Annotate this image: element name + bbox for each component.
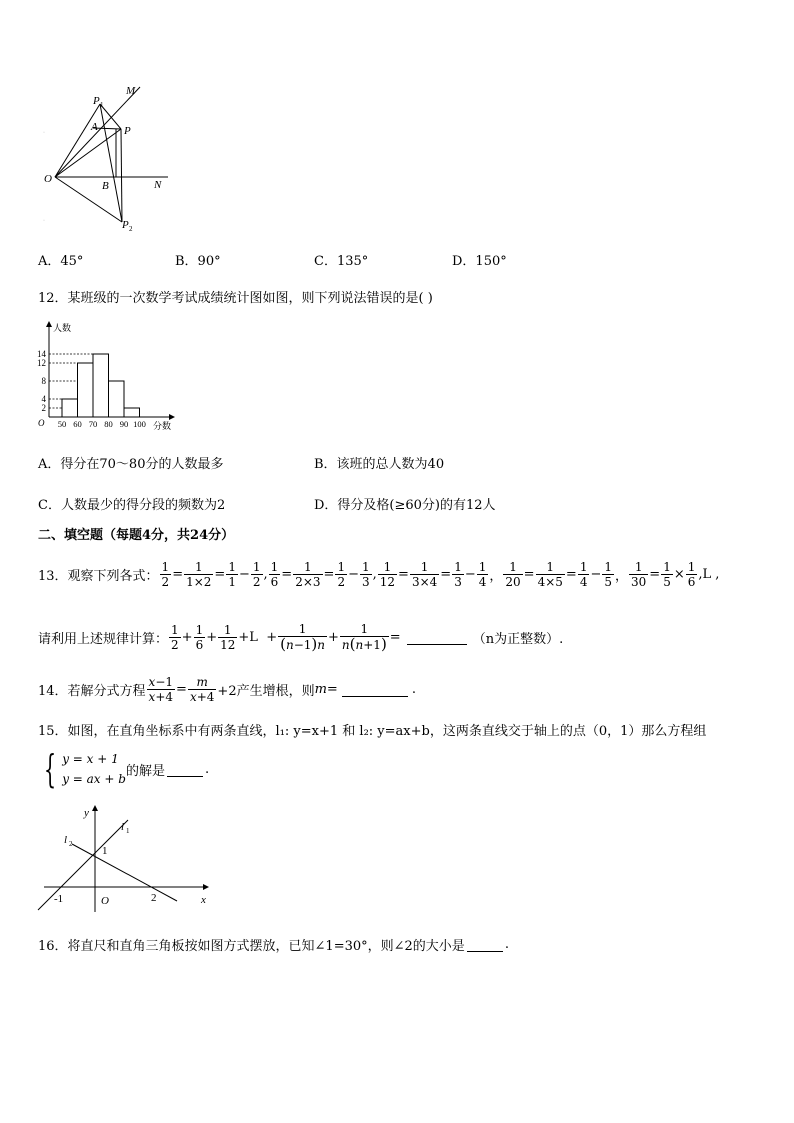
q13-answer-blank[interactable] bbox=[407, 630, 467, 645]
q14-answer-blank[interactable] bbox=[342, 682, 408, 697]
label-o: O bbox=[44, 173, 52, 185]
x-tick-label: 80 bbox=[104, 419, 113, 429]
y-tick-label: 2 bbox=[41, 403, 46, 413]
label-p: P bbox=[124, 125, 131, 137]
q13-prefix: 13．观察下列各式： bbox=[38, 568, 159, 584]
q16-stem: 16．将直尺和直角三角板按如图方式摆放，已知∠1=30°，则∠2的大小是 bbox=[38, 939, 465, 954]
q11-option-b: B．90° bbox=[175, 254, 221, 269]
q12-histogram bbox=[34, 318, 184, 433]
origin-label: O bbox=[38, 418, 45, 428]
y-tick-label: 8 bbox=[41, 376, 46, 386]
label-a: A bbox=[91, 121, 98, 133]
histogram-bar bbox=[93, 354, 109, 417]
q11-option-c: C．135° bbox=[314, 254, 369, 269]
q13-line2: 请利用上述规律计算： $\frac{1}{2}$ + $\frac{1}{6}$ + $\frac{1}{12}$ + L + $\frac{1}{(n-1)n}$ + $\frac{1}{n(n+1)}$ = （n为正整数）. bbox=[38, 622, 564, 653]
q13-note: （n为正整数）. bbox=[472, 631, 564, 647]
q13-line1: 13．观察下列各式： $\frac{1}{2}$ = $\frac{1}{1\times 2}$ = $\frac{1}{1}$ − $\frac{1}{2}$ , $\frac{1}{6}$ = $\frac{1}{2\times 3}$ = $\frac{1}{2}$ − $\frac{1}{3}$ , $\frac{1}{12}$ = $\frac{1}{3\times 4}$ = $\frac{1}{3}$ − $\frac{1}{4}$ ， $\frac{1}{20}$ = $\frac{1}{4\times 5}$ = $\frac{1}{4}$ − $\frac{1}{5}$ ， $\frac{1}{30}$ = $\frac{1}{5}$ × $\frac{1}{6}$ , L , bbox=[38, 559, 720, 589]
label-p1: P bbox=[93, 95, 100, 107]
q16-line: 16．将直尺和直角三角板按如图方式摆放，已知∠1=30°，则∠2的大小是 . bbox=[38, 937, 509, 954]
left-brace: { bbox=[44, 747, 57, 791]
y-axis-label: 人数 bbox=[53, 323, 72, 333]
label-neg1: -1 bbox=[54, 893, 64, 905]
section-title: 二、填空题（每题4分，共24分） bbox=[38, 528, 235, 543]
x-tick-label: 70 bbox=[88, 419, 98, 429]
svg-text:·: · bbox=[43, 130, 45, 136]
q15-eq2: y = ax + b bbox=[62, 772, 126, 786]
y-tick-label: 14 bbox=[37, 349, 46, 359]
q13-usage-prefix: 请利用上述规律计算： bbox=[38, 631, 169, 647]
q11-geometry-figure bbox=[38, 82, 188, 237]
label-l1-sub: 1 bbox=[126, 827, 130, 835]
x-tick-label: 90 bbox=[119, 419, 129, 429]
line-l2 bbox=[72, 844, 177, 901]
label-p2-sub: 2 bbox=[129, 225, 133, 233]
label-l2-sub: 2 bbox=[69, 840, 73, 848]
svg-text:·: · bbox=[43, 218, 45, 224]
y-tick-label: 4 bbox=[41, 394, 46, 404]
histogram-bar bbox=[109, 381, 125, 417]
x-tick-label: 100 bbox=[133, 419, 146, 429]
histogram-bar bbox=[78, 363, 94, 417]
q16-answer-blank[interactable] bbox=[467, 937, 503, 952]
q12-stem: 12．某班级的一次数学考试成绩统计图如图，则下列说法错误的是( ) bbox=[38, 291, 433, 306]
histogram-bar bbox=[62, 399, 78, 417]
label-m: M bbox=[126, 85, 136, 97]
label-x: x bbox=[201, 894, 206, 906]
label-o: O bbox=[101, 895, 109, 907]
label-l1: l bbox=[121, 821, 125, 833]
q12-option-d: D．得分及格(≥60分)的有12人 bbox=[314, 498, 496, 513]
label-l2: l bbox=[64, 834, 68, 846]
histogram-bar bbox=[124, 408, 140, 417]
q15-system: { y = x + 1 y = ax + b 的解是 . bbox=[44, 747, 210, 791]
label-b: B bbox=[102, 180, 109, 192]
x-tick-label: 50 bbox=[57, 419, 67, 429]
q15-stem: 15．如图，在直角坐标系中有两条直线，l₁: y=x+1 和 l₂: y=ax+b，这两条直线交于轴上的点（0，1）那么方程组 bbox=[38, 724, 707, 739]
label-p1-sub: 1 bbox=[100, 101, 104, 109]
label-y: y bbox=[84, 807, 89, 819]
q14-prefix: 14．若解分式方程 bbox=[38, 683, 146, 699]
label-1: 1 bbox=[102, 845, 108, 857]
x-tick-label: 60 bbox=[73, 419, 82, 429]
q14-line: 14．若解分式方程 $\frac{x-1}{x+4}$ = $\frac{m}{x+4}$ +2产生增根，则 m = . bbox=[38, 674, 416, 704]
y-tick-label: 12 bbox=[37, 358, 46, 368]
x-axis-label: 分数 bbox=[153, 421, 172, 431]
label-p2: P bbox=[122, 219, 129, 231]
q14-mid: +2产生增根，则 bbox=[217, 683, 315, 699]
q15-tail: 的解是 bbox=[125, 763, 165, 779]
q12-option-c: C．人数最少的得分段的频数为2 bbox=[38, 498, 226, 513]
fraction: $\frac{1}{2}$ bbox=[161, 559, 170, 589]
q11-option-d: D．150° bbox=[452, 254, 507, 269]
q11-option-a: A．45° bbox=[38, 254, 84, 269]
q15-coordinate-figure bbox=[32, 802, 217, 917]
q12-option-a: A．得分在70～80分的人数最多 bbox=[38, 457, 224, 472]
label-2: 2 bbox=[151, 892, 157, 904]
q12-option-b: B．该班的总人数为40 bbox=[314, 457, 445, 472]
q14-var: m bbox=[314, 681, 327, 697]
q15-eq1: y = x + 1 bbox=[62, 752, 119, 766]
label-n: N bbox=[154, 179, 162, 191]
q15-answer-blank[interactable] bbox=[167, 762, 203, 777]
line-l1 bbox=[38, 820, 128, 910]
